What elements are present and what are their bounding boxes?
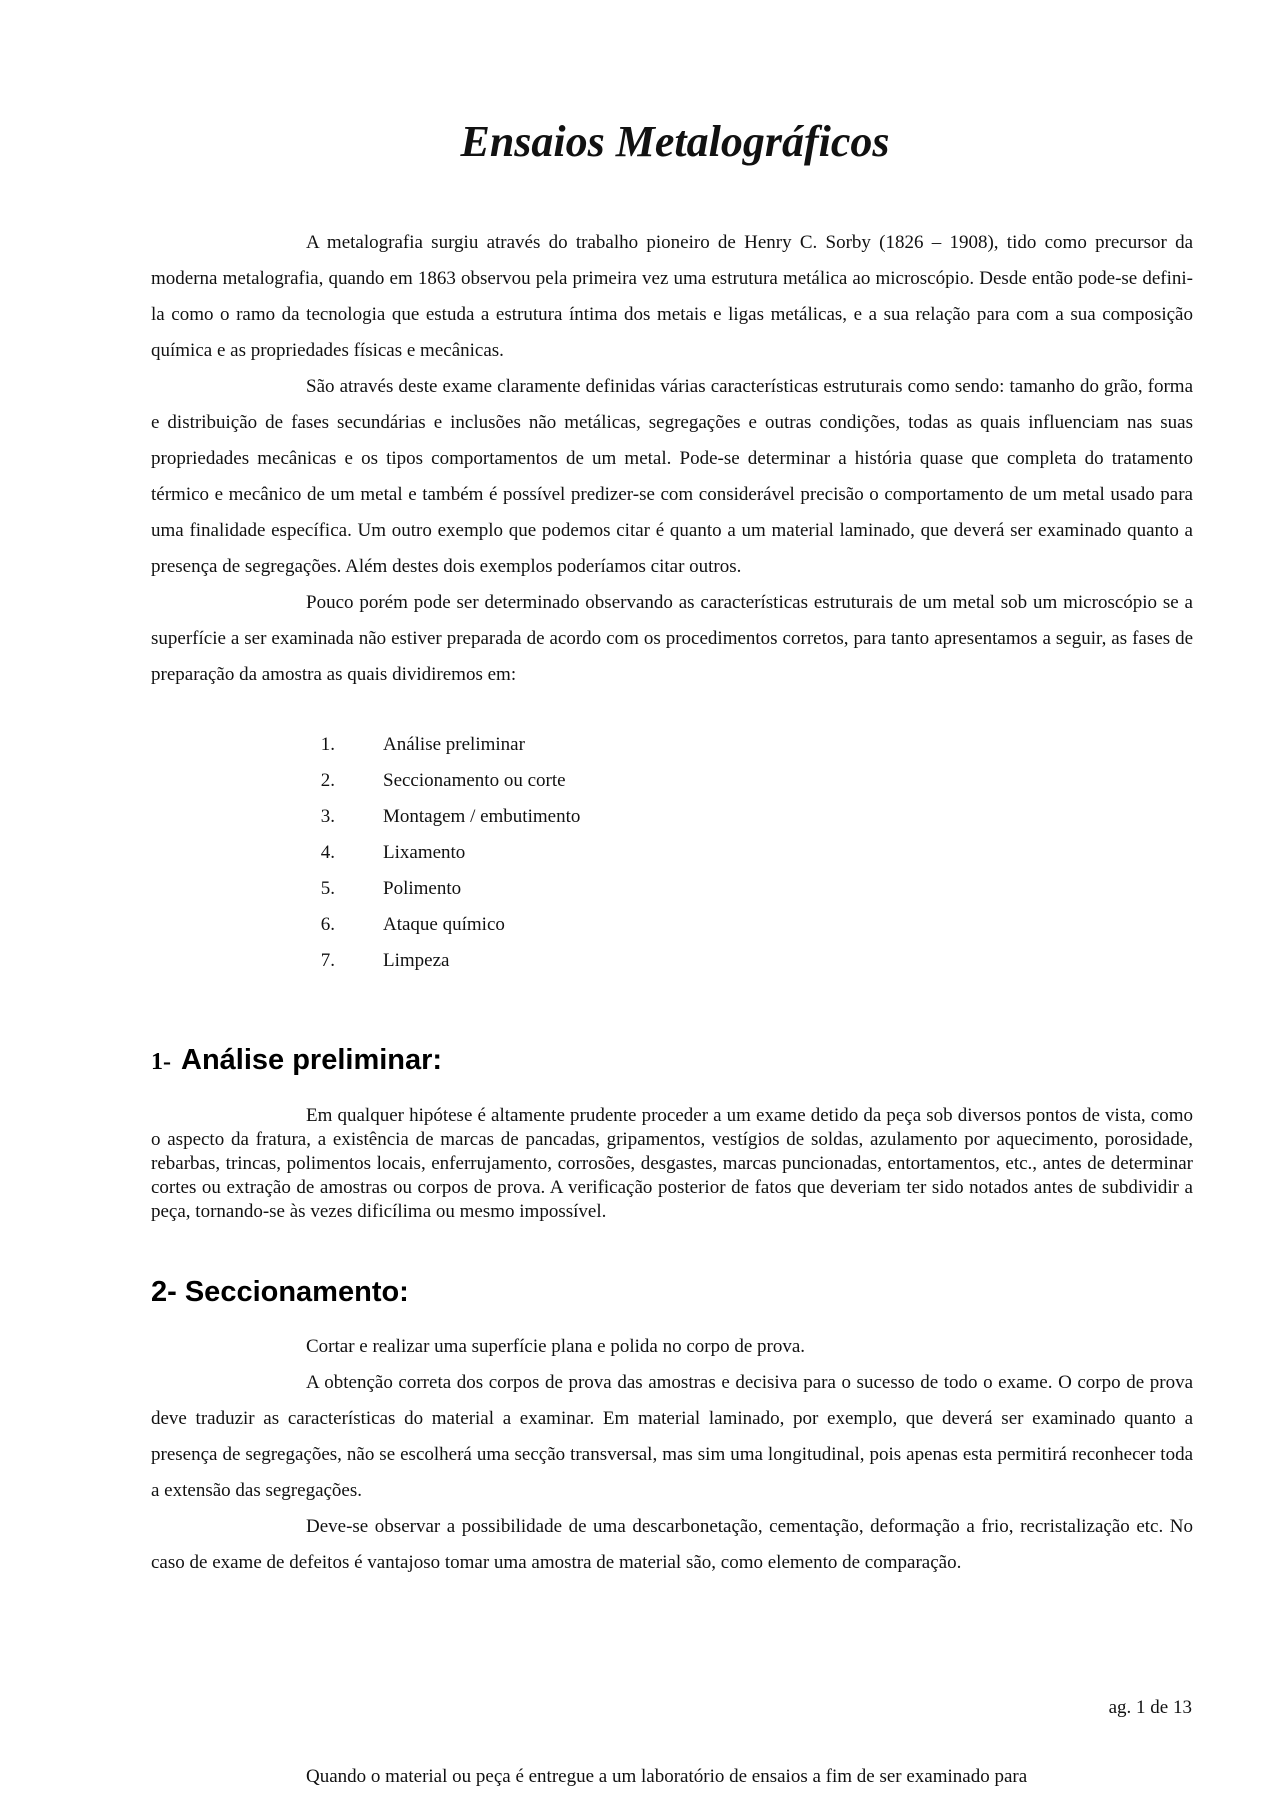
list-item-label: Análise preliminar bbox=[383, 734, 525, 755]
section2-paragraph: A obtenção correta dos corpos de prova das amostras e decisiva para o sucesso de todo o exame. O corpo de prova deve traduzir as características do material a examinar. Em material laminado, por exemplo, que deverá ser examinado quanto a presença de segregações, não se escolherá uma secção transversal, mas sim uma longitudinal, pois apenas esta permitirá reconhecer toda a extensão das segregações. bbox=[151, 1372, 1193, 1501]
section2-paragraph: Deve-se observar a possibilidade de uma descarbonetação, cementação, deformação a frio, recristalização etc. No caso de exame de defeitos é vantajoso tomar uma amostra de material são, como elemento de comparação. bbox=[151, 1516, 1193, 1573]
list-item-label: Ataque químico bbox=[383, 914, 505, 935]
intro-section bbox=[151, 225, 1193, 693]
list-item-label: Lixamento bbox=[383, 842, 466, 863]
section-heading-seccionamento: 2- Seccionamento: bbox=[151, 1276, 409, 1308]
section-title: Análise preliminar: bbox=[181, 1044, 443, 1076]
list-item-number: 1. bbox=[320, 734, 335, 755]
list-item-number: 4. bbox=[320, 842, 335, 863]
section-heading-analise-preliminar bbox=[151, 1044, 442, 1077]
list-item-label: Montagem / embutimento bbox=[383, 806, 581, 827]
section-number: 1- bbox=[151, 1049, 171, 1075]
intro-paragraph: São através deste exame claramente definidas várias características estruturais como sendo: tamanho do grão, forma e distribuição de fases secundárias e inclusões não metálicas, segregações e outras condições, todas as quais influenciam nas suas propriedades mecânicas e os tipos comportamentos de um metal. Pode-se determinar a história quase que completa do tratamento térmico e mecânico de um metal e também é possível predizer-se com considerável precisão o comportamento de um metal usado para uma finalidade específica. Um outro exemplo que podemos citar é quanto a um material laminado, que deverá ser examinado quanto a presença de segregações. Além destes dois exemplos poderíamos citar outros. bbox=[151, 376, 1193, 577]
list-item-label: Polimento bbox=[383, 878, 462, 899]
next-page-text: Quando o material ou peça é entregue a um laboratório de ensaios a fim de ser examinado para bbox=[306, 1766, 1028, 1787]
list-item-number: 3. bbox=[320, 806, 335, 827]
intro-paragraph: Pouco porém pode ser determinado observando as características estruturais de um metal sob um microscópio se a superfície a ser examinada não estiver preparada de acordo com os procedimentos corretos, para tanto apresentamos a seguir, as fases de preparação da amostra as quais dividiremos em: bbox=[151, 592, 1193, 685]
list-item-number: 2. bbox=[320, 770, 335, 791]
list-item-number: 7. bbox=[320, 950, 335, 971]
section1-paragraph: Em qualquer hipótese é altamente prudente proceder a um exame detido da peça sob diversos pontos de vista, como o aspecto da fratura, a existência de marcas de pancadas, gripamentos, vestígios de soldas, azulamento por aquecimento, porosidade, rebarbas, trincas, polimentos locais, enferrujamento, corrosões, desgastes, marcas puncionadas, entortamentos, etc., antes de determinar cortes ou extração de amostras ou corpos de prova. A verificação posterior de fatos que deveriam ter sido notados antes de subdividir a peça, tornando-se às vezes dificílima ou mesmo impossível. bbox=[151, 1105, 1193, 1222]
list-item-label: Limpeza bbox=[383, 950, 450, 971]
page-number-footer: ag. 1 de 13 bbox=[1108, 1697, 1192, 1718]
section1-body bbox=[151, 1104, 1193, 1224]
section2-body bbox=[151, 1329, 1193, 1581]
list-item-number: 5. bbox=[320, 878, 335, 899]
list-item-number: 6. bbox=[320, 914, 335, 935]
document-title: Ensaios Metalográficos bbox=[460, 117, 890, 166]
intro-paragraph: A metalografia surgiu através do trabalho pioneiro de Henry C. Sorby (1826 – 1908), tido como precursor da moderna metalografia, quando em 1863 observou pela primeira vez uma estrutura metálica ao microscópio. Desde então pode-se defini-la como o ramo da tecnologia que estuda a estrutura íntima dos metais e ligas metálicas, e a sua relação para com a sua composição química e as propriedades físicas e mecânicas. bbox=[151, 232, 1193, 361]
list-item-label: Seccionamento ou corte bbox=[383, 770, 566, 791]
section2-paragraph: Cortar e realizar uma superfície plana e polida no corpo de prova. bbox=[306, 1336, 806, 1357]
